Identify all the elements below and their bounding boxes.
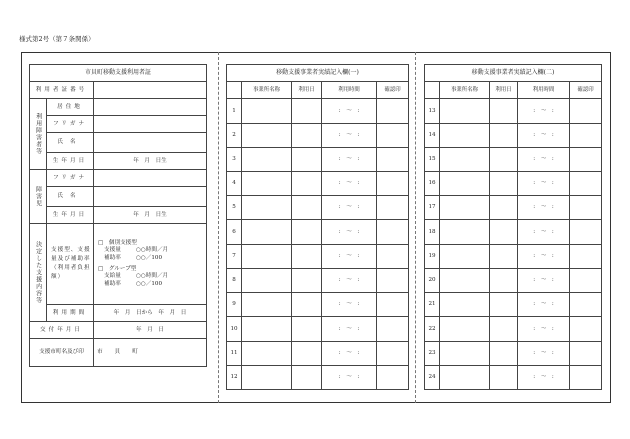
row-number: 13 (425, 99, 440, 123)
record-1-header-seal: 確認印 (377, 82, 409, 99)
child-furigana-label: フリガナ (47, 170, 94, 187)
record-row (227, 99, 409, 123)
period-value[interactable]: 年 月 日から 年 月 日 (94, 305, 207, 322)
office-name-cell[interactable] (440, 244, 490, 268)
period-label: 利用期間 (47, 305, 94, 322)
record-row (227, 171, 409, 195)
use-date-cell[interactable] (490, 123, 518, 147)
confirm-seal-cell[interactable] (377, 99, 409, 123)
support-type-label: 支援型、支援量及び補助率（利用者負担額） (47, 224, 94, 305)
cert-no-field[interactable] (94, 82, 207, 99)
office-name-cell[interactable] (440, 123, 490, 147)
office-name-cell[interactable] (440, 268, 490, 292)
row-number: 21 (425, 293, 440, 317)
use-date-cell[interactable] (292, 317, 322, 341)
use-time-cell[interactable]: : ～ : (518, 268, 570, 292)
office-name-cell[interactable] (242, 244, 292, 268)
record-row (425, 171, 602, 195)
child-name-field[interactable] (94, 187, 207, 207)
child-furigana-field[interactable] (94, 170, 207, 187)
confirm-seal-cell[interactable] (377, 317, 409, 341)
office-name-cell[interactable] (440, 196, 490, 220)
office-name-cell[interactable] (242, 341, 292, 365)
record-row (425, 123, 602, 147)
office-name-cell[interactable] (440, 317, 490, 341)
office-name-cell[interactable] (242, 99, 292, 123)
group-supply-value: ○○時間／月 (136, 273, 169, 280)
child-dob-value[interactable]: 年 月 日生 (94, 207, 207, 224)
record-row (425, 244, 602, 268)
record-1-header-office: 事業所名称 (242, 82, 292, 99)
record-2-title: 移動支援事業者実績記入欄(二) (425, 65, 602, 82)
use-time-cell[interactable]: : ～ : (518, 341, 570, 365)
confirm-seal-cell[interactable] (570, 365, 602, 389)
use-time-cell[interactable]: : ～ : (518, 171, 570, 195)
record-2-header-date: 利用日 (490, 82, 518, 99)
user-dob-label: 生年月日 (47, 153, 94, 170)
record-row (227, 147, 409, 171)
cert-no-label: 利用者証番号 (30, 82, 94, 99)
office-name-cell[interactable] (242, 293, 292, 317)
row-number: 24 (425, 365, 440, 389)
record-row (425, 341, 602, 365)
confirm-seal-cell[interactable] (570, 268, 602, 292)
confirm-seal-cell[interactable] (570, 147, 602, 171)
confirm-seal-cell[interactable] (377, 293, 409, 317)
confirm-seal-cell[interactable] (377, 341, 409, 365)
confirm-seal-cell[interactable] (570, 99, 602, 123)
individual-supply-label: 支援量 (104, 247, 121, 254)
confirm-seal-cell[interactable] (377, 171, 409, 195)
use-time-cell[interactable]: : ～ : (322, 293, 377, 317)
use-time-cell[interactable]: : ～ : (322, 365, 377, 389)
use-time-cell[interactable]: : ～ : (518, 293, 570, 317)
record-2-header-time: 利用時間 (518, 82, 570, 99)
row-number: 1 (227, 99, 242, 123)
row-number: 12 (227, 365, 242, 389)
user-furigana-field[interactable] (94, 116, 207, 133)
form-caption: 様式第2号（第７条関係） (19, 35, 95, 43)
record-row (425, 268, 602, 292)
record-row (425, 293, 602, 317)
row-number: 15 (425, 147, 440, 171)
confirm-seal-cell[interactable] (570, 293, 602, 317)
row-number: 8 (227, 268, 242, 292)
record-row (425, 147, 602, 171)
office-name-cell[interactable] (440, 293, 490, 317)
use-date-cell[interactable] (292, 196, 322, 220)
office-name-cell[interactable] (242, 147, 292, 171)
use-date-cell[interactable] (292, 147, 322, 171)
record-row (227, 365, 409, 389)
use-time-cell[interactable]: : ～ : (518, 220, 570, 244)
issue-date-label: 交付年月日 (30, 322, 94, 339)
confirm-seal-cell[interactable] (377, 220, 409, 244)
record-row (425, 99, 602, 123)
row-number: 17 (425, 196, 440, 220)
record-row (227, 196, 409, 220)
row-number: 22 (425, 317, 440, 341)
user-furigana-label: フリガナ (47, 116, 94, 133)
office-name-cell[interactable] (440, 99, 490, 123)
use-time-cell[interactable]: : ～ : (322, 99, 377, 123)
record-row (425, 196, 602, 220)
user-group-label: 利用障害者等 (30, 99, 47, 170)
use-time-cell[interactable]: : ～ : (322, 147, 377, 171)
confirm-seal-cell[interactable] (377, 268, 409, 292)
use-date-cell[interactable] (490, 171, 518, 195)
use-date-cell[interactable] (490, 196, 518, 220)
certificate-title: 市貝町移動支援利用者証 (30, 65, 207, 82)
confirm-seal-cell[interactable] (570, 171, 602, 195)
use-time-cell[interactable]: : ～ : (322, 123, 377, 147)
use-time-cell[interactable]: : ～ : (322, 196, 377, 220)
record-row (227, 317, 409, 341)
use-date-cell[interactable] (292, 293, 322, 317)
individual-rate-label: 補助率 (104, 254, 121, 261)
row-number: 7 (227, 244, 242, 268)
office-name-cell[interactable] (242, 268, 292, 292)
use-time-cell[interactable]: : ～ : (322, 268, 377, 292)
use-time-cell[interactable]: : ～ : (518, 244, 570, 268)
use-date-cell[interactable] (292, 220, 322, 244)
use-date-cell[interactable] (292, 341, 322, 365)
use-date-cell[interactable] (490, 220, 518, 244)
record-row (227, 123, 409, 147)
row-number: 9 (227, 293, 242, 317)
confirm-seal-cell[interactable] (570, 317, 602, 341)
use-time-cell[interactable]: : ～ : (322, 220, 377, 244)
confirm-seal-cell[interactable] (377, 147, 409, 171)
office-name-cell[interactable] (440, 147, 490, 171)
row-number: 23 (425, 341, 440, 365)
user-name-label: 氏名 (47, 133, 94, 153)
confirm-seal-cell[interactable] (570, 196, 602, 220)
record-row (227, 293, 409, 317)
use-time-cell[interactable]: : ～ : (518, 196, 570, 220)
group-type-checkbox[interactable]: □ グループ型 (98, 265, 137, 272)
office-name-cell[interactable] (440, 341, 490, 365)
municipality-label: 支援市町名及び印 (30, 339, 94, 367)
fold-line-right (415, 52, 416, 403)
use-date-cell[interactable] (292, 99, 322, 123)
confirm-seal-cell[interactable] (570, 220, 602, 244)
office-name-cell[interactable] (440, 171, 490, 195)
use-date-cell[interactable] (490, 147, 518, 171)
record-row (425, 317, 602, 341)
use-date-cell[interactable] (292, 365, 322, 389)
user-certificate-panel (29, 64, 206, 366)
office-name-cell[interactable] (242, 171, 292, 195)
use-time-cell[interactable]: : ～ : (518, 99, 570, 123)
fold-line-left (218, 52, 219, 403)
row-number: 10 (227, 317, 242, 341)
confirm-seal-cell[interactable] (570, 123, 602, 147)
row-number: 4 (227, 171, 242, 195)
record-row (425, 365, 602, 389)
individual-rate-value: ○○／100 (136, 254, 163, 261)
individual-type-checkbox[interactable]: □ 個別支援型 (98, 239, 137, 246)
use-time-cell[interactable]: : ～ : (322, 171, 377, 195)
row-number: 11 (227, 341, 242, 365)
office-name-cell[interactable] (242, 220, 292, 244)
record-row (227, 220, 409, 244)
use-date-cell[interactable] (292, 268, 322, 292)
decision-group-label: 決定した支援内容等 (30, 224, 47, 322)
use-date-cell[interactable] (292, 171, 322, 195)
use-time-cell[interactable]: : ～ : (322, 317, 377, 341)
use-time-cell[interactable]: : ～ : (518, 147, 570, 171)
child-group-label: 障害児 (30, 170, 47, 224)
record-1-header-no (227, 82, 242, 99)
row-number: 3 (227, 147, 242, 171)
office-name-cell[interactable] (242, 123, 292, 147)
group-rate-label: 補助率 (104, 280, 121, 287)
office-name-cell[interactable] (242, 317, 292, 341)
use-time-cell[interactable]: : ～ : (518, 123, 570, 147)
confirm-seal-cell[interactable] (570, 341, 602, 365)
office-name-cell[interactable] (440, 220, 490, 244)
row-number: 16 (425, 171, 440, 195)
confirm-seal-cell[interactable] (377, 244, 409, 268)
address-field[interactable] (94, 99, 207, 116)
use-date-cell[interactable] (490, 244, 518, 268)
municipality-value: 市 貝 町 (94, 339, 207, 367)
office-name-cell[interactable] (440, 365, 490, 389)
use-date-cell[interactable] (292, 123, 322, 147)
office-name-cell[interactable] (242, 196, 292, 220)
group-rate-value: ○○／100 (136, 280, 163, 287)
user-name-field[interactable] (94, 133, 207, 153)
record-2-header-seal: 確認印 (570, 82, 602, 99)
office-name-cell[interactable] (242, 365, 292, 389)
record-row (227, 244, 409, 268)
group-supply-label: 支給量 (104, 273, 121, 280)
record-1-header-date: 利用日 (292, 82, 322, 99)
use-date-cell[interactable] (490, 99, 518, 123)
row-number: 14 (425, 123, 440, 147)
child-dob-label: 生年月日 (47, 207, 94, 224)
row-number: 6 (227, 220, 242, 244)
use-date-cell[interactable] (490, 365, 518, 389)
row-number: 19 (425, 244, 440, 268)
record-row (227, 268, 409, 292)
individual-supply-value: ○○時間／月 (136, 247, 169, 254)
record-row (227, 341, 409, 365)
record-1-title: 移動支援事業者実績記入欄(一) (227, 65, 409, 82)
record-panel-2 (424, 64, 601, 390)
use-time-cell[interactable]: : ～ : (322, 341, 377, 365)
confirm-seal-cell[interactable] (377, 365, 409, 389)
support-type-options (94, 224, 207, 305)
row-number: 5 (227, 196, 242, 220)
address-label: 居住地 (47, 99, 94, 116)
issue-date-value[interactable]: 年 月 日 (94, 322, 207, 339)
confirm-seal-cell[interactable] (377, 196, 409, 220)
child-name-label: 氏名 (47, 187, 94, 207)
use-date-cell[interactable] (490, 268, 518, 292)
confirm-seal-cell[interactable] (570, 244, 602, 268)
record-panel-1 (226, 64, 408, 390)
use-time-cell[interactable]: : ～ : (518, 317, 570, 341)
use-date-cell[interactable] (490, 341, 518, 365)
record-2-header-office: 事業所名称 (440, 82, 490, 99)
use-time-cell[interactable]: : ～ : (322, 244, 377, 268)
record-2-header-no (425, 82, 440, 99)
row-number: 18 (425, 220, 440, 244)
row-number: 20 (425, 268, 440, 292)
record-row (425, 220, 602, 244)
record-1-header-time: 利用時間 (322, 82, 377, 99)
user-dob-value[interactable]: 年 月 日生 (94, 153, 207, 170)
row-number: 2 (227, 123, 242, 147)
use-date-cell[interactable] (490, 293, 518, 317)
use-date-cell[interactable] (490, 317, 518, 341)
use-time-cell[interactable]: : ～ : (518, 365, 570, 389)
use-date-cell[interactable] (292, 244, 322, 268)
confirm-seal-cell[interactable] (377, 123, 409, 147)
